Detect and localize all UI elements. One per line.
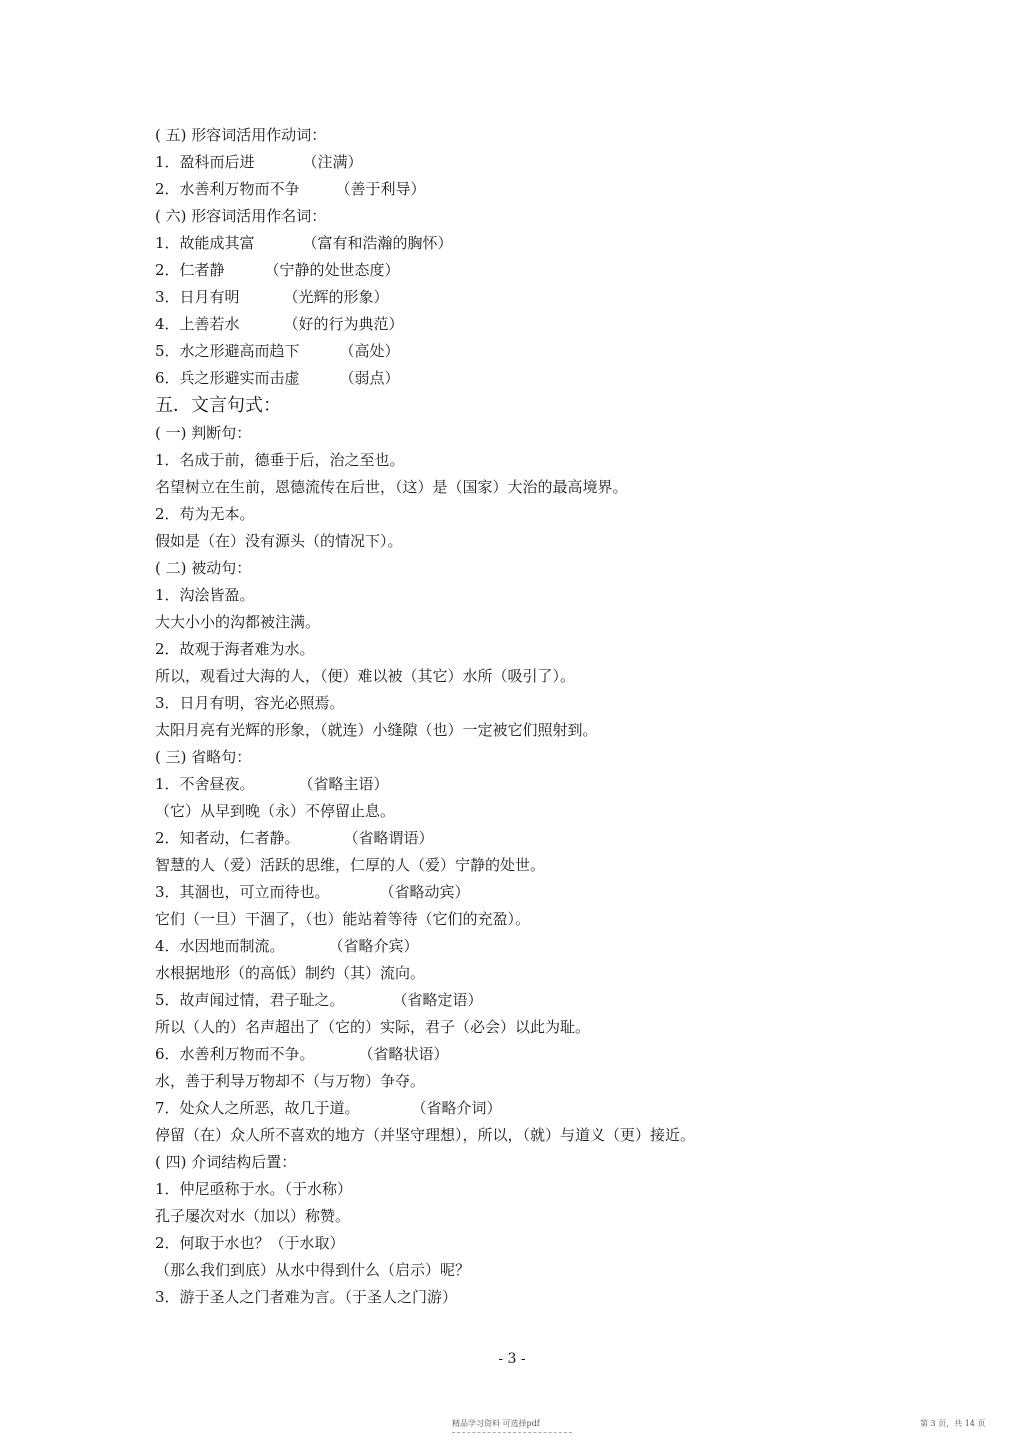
text-line — [155, 447, 975, 474]
line-annotation: （注满） — [302, 153, 363, 171]
text-line — [155, 663, 975, 690]
line-text: 五．文言句式： — [155, 395, 281, 416]
line-annotation: （宁静的处世态度） — [264, 261, 400, 279]
line-annotation: （省略介词） — [411, 1099, 502, 1117]
text-line — [155, 149, 975, 176]
line-annotation: （省略动宾） — [379, 883, 470, 901]
line-text: 所以（人的）名声超出了（它的）实际，君子（必会）以此为耻。 — [155, 1018, 591, 1036]
line-text: 1．不舍昼夜。 — [155, 775, 255, 793]
line-text: 6．水善利万物而不争。 — [155, 1045, 315, 1063]
text-line — [155, 176, 975, 203]
line-text: 所以，观看过大海的人，（便）难以被（其它）水所（吸引了）。 — [155, 667, 576, 685]
line-annotation: （高处） — [339, 342, 400, 360]
text-line — [155, 744, 975, 771]
text-line — [155, 1122, 975, 1149]
line-annotation: （省略状语） — [358, 1045, 449, 1063]
line-annotation: （省略定语） — [392, 991, 483, 1009]
text-line — [155, 474, 975, 501]
footer-divider — [452, 1432, 572, 1433]
line-text: 2．水善利万物而不争 — [155, 180, 300, 198]
line-text: 1．故能成其富 — [155, 234, 255, 252]
text-line — [155, 501, 975, 528]
line-text: 孔子屡次对水（加以）称赞。 — [155, 1207, 351, 1225]
text-line — [155, 1257, 975, 1284]
text-line — [155, 825, 975, 852]
text-line — [155, 1149, 975, 1176]
text-line — [155, 852, 975, 879]
line-text: 水，善于利导万物却不（与万物）争夺。 — [155, 1072, 426, 1090]
line-annotation: （弱点） — [339, 369, 400, 387]
text-line — [155, 879, 975, 906]
line-text: 假如是（在）没有源头（的情况下）。 — [155, 532, 403, 550]
text-line — [155, 230, 975, 257]
line-annotation: （善于利导） — [335, 180, 426, 198]
line-text: 它们（一旦）干涸了，（也）能站着等待（它们的充盈）。 — [155, 910, 531, 928]
text-line — [155, 582, 975, 609]
footer-page-count: 第 3 页，共 14 页 — [920, 1419, 986, 1428]
text-line — [155, 1068, 975, 1095]
line-annotation: （富有和浩瀚的胸怀） — [302, 234, 453, 252]
text-line — [155, 987, 975, 1014]
text-line — [155, 284, 975, 311]
line-annotation: （好的行为典范） — [283, 315, 404, 333]
line-annotation: （省略主语） — [298, 775, 389, 793]
text-line — [155, 771, 975, 798]
text-line — [155, 203, 975, 230]
line-text: （那么我们到底）从水中得到什么（启示）呢？ — [155, 1261, 471, 1279]
line-annotation: （省略介宾） — [328, 937, 419, 955]
line-annotation: （省略谓语） — [343, 829, 434, 847]
text-line — [155, 960, 975, 987]
text-line — [155, 555, 975, 582]
line-text: 4．上善若水 — [155, 315, 240, 333]
text-line — [155, 1284, 975, 1311]
line-text: ( 四) 介词结构后置： — [155, 1153, 297, 1171]
line-text: 3．日月有明，容光必照焉。 — [155, 694, 345, 712]
line-text: 2．何取于水也？（于水取） — [155, 1234, 345, 1252]
text-line — [155, 1014, 975, 1041]
line-text: 停留（在）众人所不喜欢的地方（并坚守理想），所以，（就）与道义（更）接近。 — [155, 1126, 696, 1144]
text-line — [155, 311, 975, 338]
line-text: 2．苟为无本。 — [155, 505, 255, 523]
text-line — [155, 122, 975, 149]
line-text: 太阳月亮有光辉的形象，（就连）小缝隙（也）一定被它们照射到。 — [155, 721, 598, 739]
text-line — [155, 528, 975, 555]
line-text: ( 二) 被动句： — [155, 559, 252, 577]
line-text: 5．故声闻过情，君子耻之。 — [155, 991, 345, 1009]
text-line — [155, 636, 975, 663]
line-text: 3．日月有明 — [155, 288, 240, 306]
line-text: 3．其涸也，可立而待也。 — [155, 883, 330, 901]
line-text: 大大小小的沟都被注满。 — [155, 613, 321, 631]
line-text: 1．盈科而后进 — [155, 153, 255, 171]
document-body — [155, 122, 975, 1311]
line-text: ( 一) 判断句： — [155, 424, 252, 442]
text-line — [155, 365, 975, 392]
page-number: - 3 - — [498, 1351, 526, 1367]
text-line — [155, 1230, 975, 1257]
text-line — [155, 1176, 975, 1203]
text-line — [155, 257, 975, 284]
text-line — [155, 420, 975, 447]
line-text: 3．游于圣人之门者难为言。（于圣人之门游） — [155, 1288, 458, 1306]
line-text: 水根据地形（的高低）制约（其）流向。 — [155, 964, 426, 982]
line-text: 6．兵之形避实而击虚 — [155, 369, 300, 387]
line-text: ( 六) 形容词活用作名词： — [155, 207, 327, 225]
line-text: （它）从早到晚（永）不停留止息。 — [155, 802, 396, 820]
line-text: 4．水因地而制流。 — [155, 937, 285, 955]
line-text: 1．名成于前，德垂于后，治之至也。 — [155, 451, 405, 469]
text-line — [155, 798, 975, 825]
line-text: 智慧的人（爱）活跃的思维，仁厚的人（爱）宁静的处世。 — [155, 856, 546, 874]
line-text: 5．水之形避高而趋下 — [155, 342, 300, 360]
text-line — [155, 392, 975, 420]
line-text: 名望树立在生前，恩德流传在后世，（这）是（国家）大治的最高境界。 — [155, 478, 628, 496]
text-line — [155, 690, 975, 717]
line-annotation: （光辉的形象） — [283, 288, 389, 306]
text-line — [155, 906, 975, 933]
footer-source-label: 精品学习资料 可选择pdf — [452, 1419, 540, 1428]
line-text: 2．知者动，仁者静。 — [155, 829, 300, 847]
line-text: ( 三) 省略句： — [155, 748, 252, 766]
text-line — [155, 933, 975, 960]
text-line — [155, 1203, 975, 1230]
text-line — [155, 717, 975, 744]
text-line — [155, 1095, 975, 1122]
line-text: 1．沟浍皆盈。 — [155, 586, 255, 604]
line-text: 7．处众人之所恶，故几于道。 — [155, 1099, 360, 1117]
line-text: 2．仁者静 — [155, 261, 225, 279]
text-line — [155, 338, 975, 365]
text-line — [155, 1041, 975, 1068]
line-text: 2．故观于海者难为水。 — [155, 640, 315, 658]
line-text: ( 五) 形容词活用作动词： — [155, 126, 327, 144]
text-line — [155, 609, 975, 636]
line-text: 1．仲尼亟称于水。（于水称） — [155, 1180, 353, 1198]
